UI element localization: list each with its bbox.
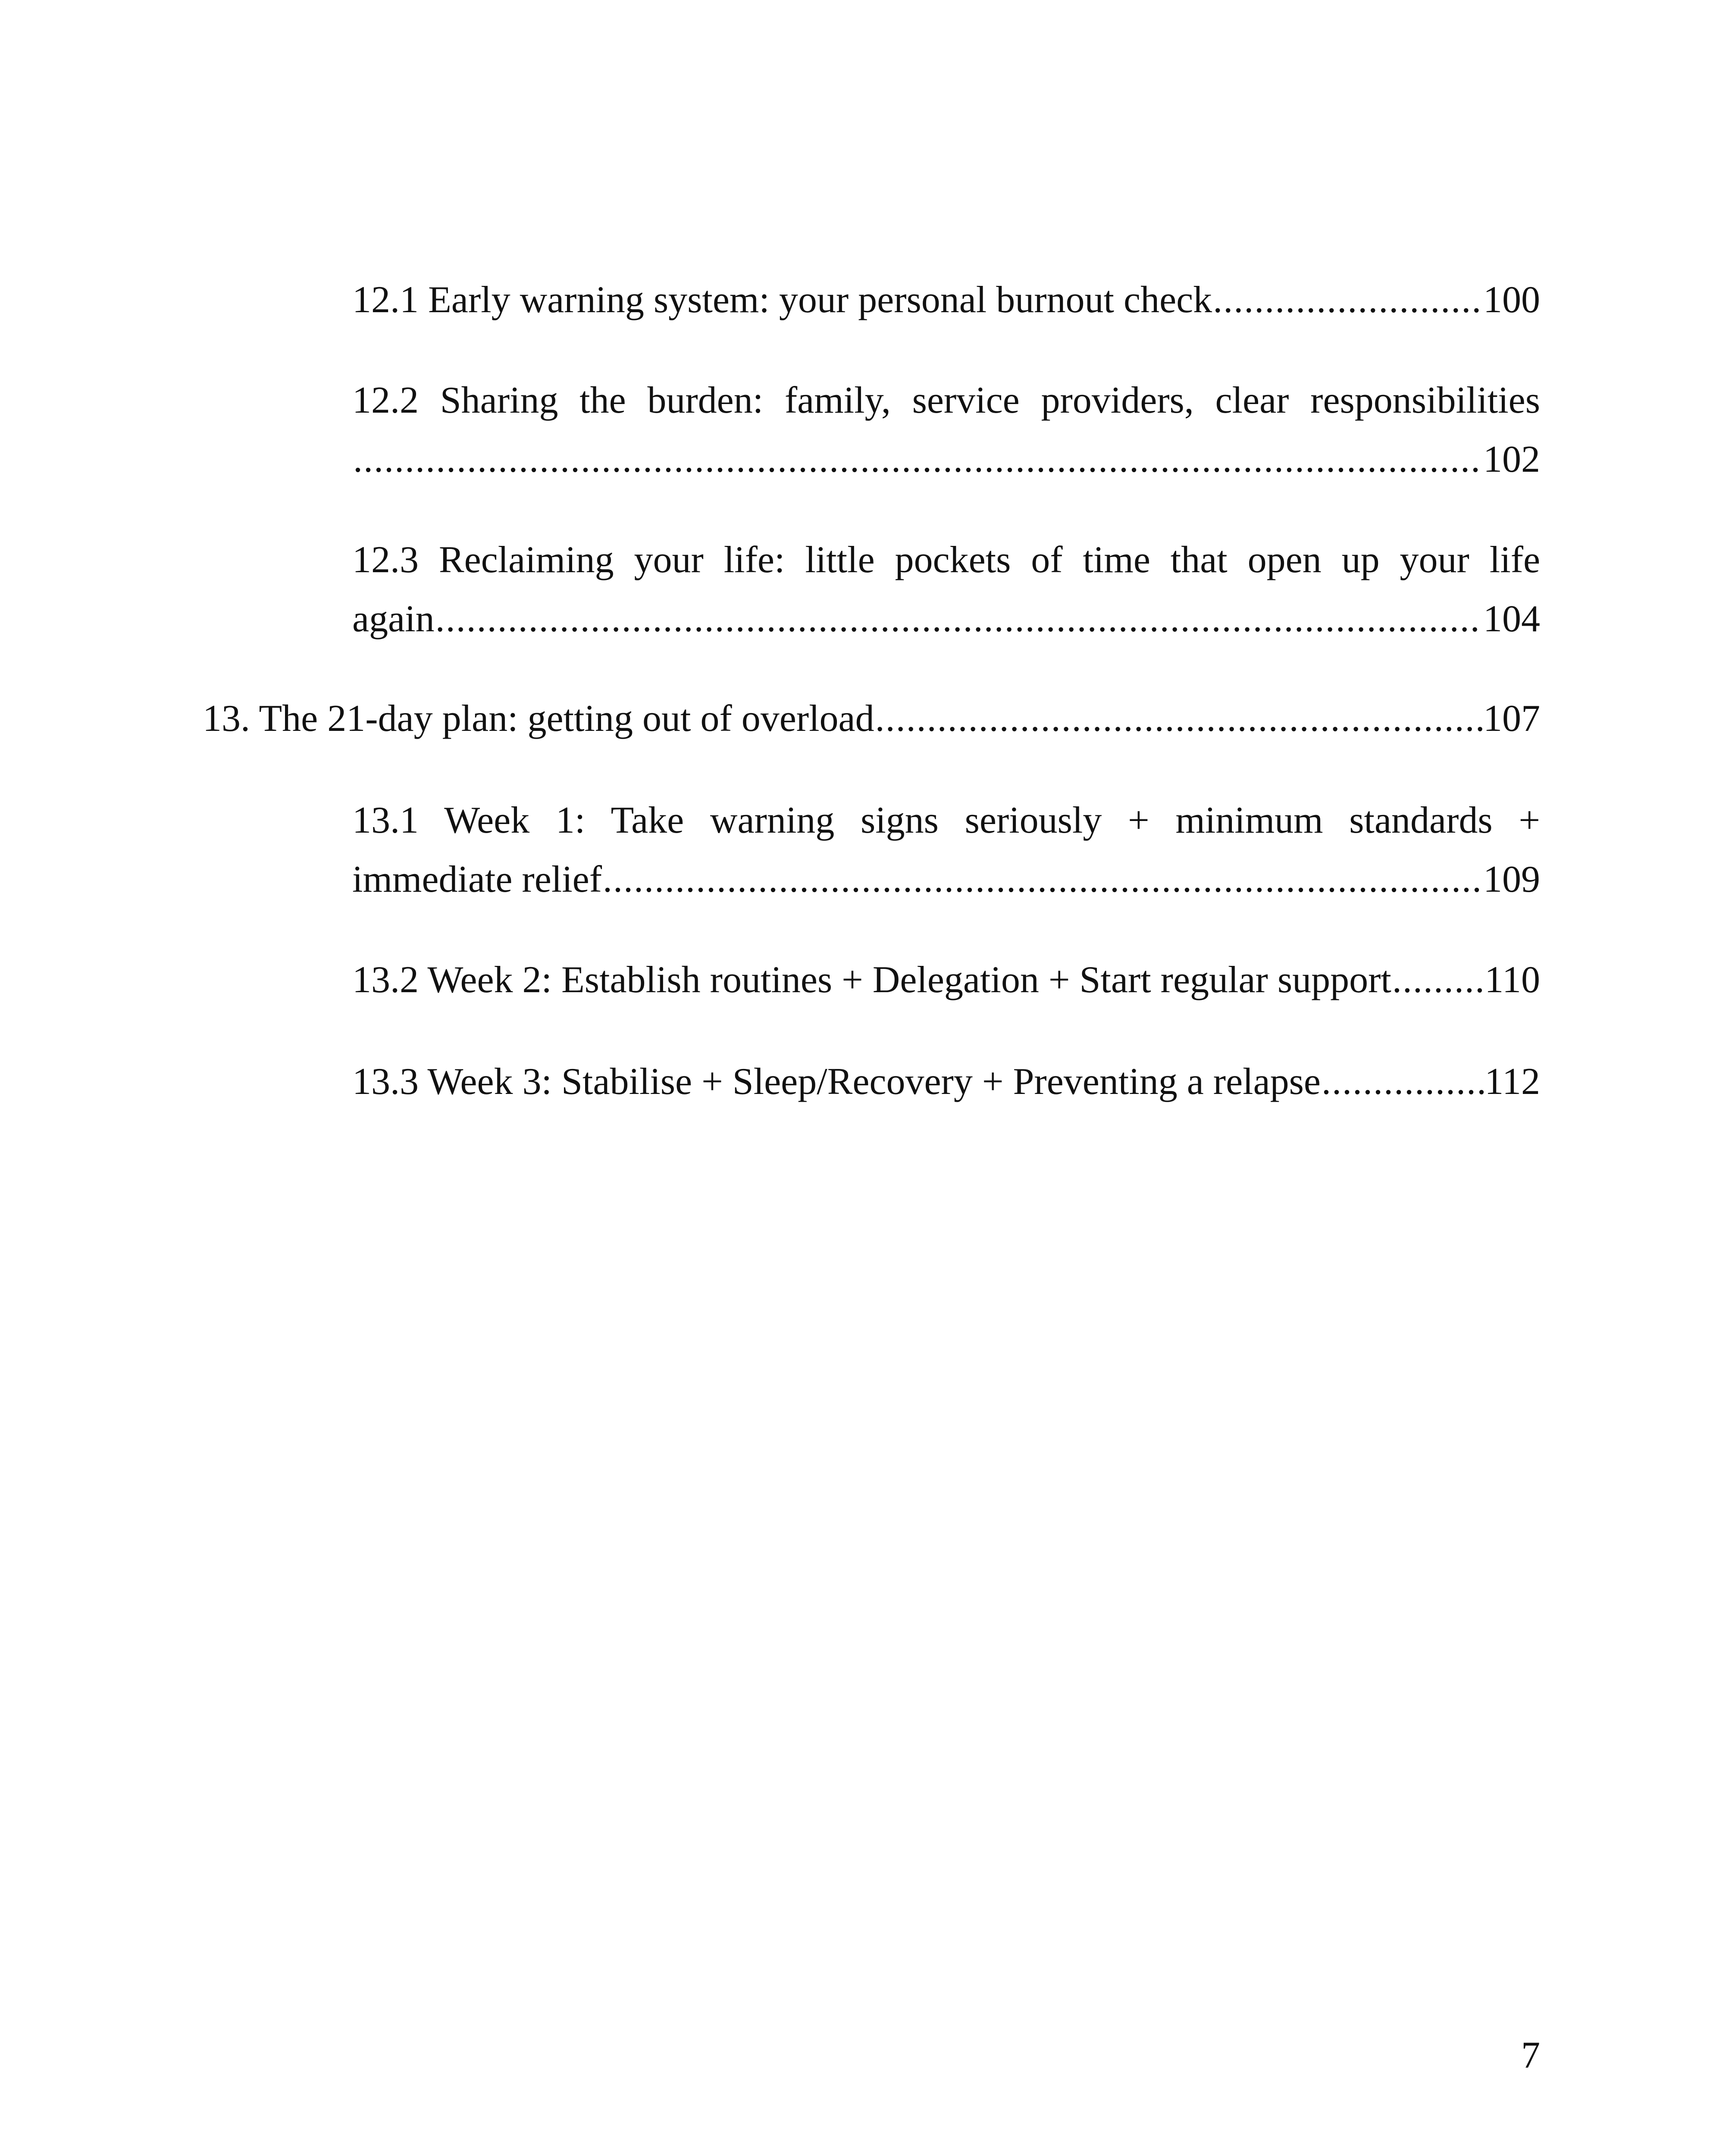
toc-entry-page: 102 xyxy=(1483,439,1540,480)
toc-entry-title: 13.3 Week 3: Stabilise + Sleep/Recovery + Preventing a relapse xyxy=(352,1061,1321,1103)
toc-entry-title: 13.1 Week 1: Take warning signs seriously + minimum standards + xyxy=(352,799,1540,841)
toc-entry-page: 104 xyxy=(1483,598,1540,640)
toc-entry-page: 112 xyxy=(1485,1061,1540,1103)
toc-entry-title: 12.2 Sharing the burden: family, service providers, clear responsibilities xyxy=(352,379,1540,421)
toc-entry-12-3[interactable] xyxy=(352,530,1540,649)
dot-leader xyxy=(875,689,1482,748)
toc-entry-13[interactable] xyxy=(203,689,1540,748)
toc-entry-13-1[interactable] xyxy=(352,791,1540,909)
toc-entry-title-continued: again xyxy=(352,598,435,640)
dot-leader xyxy=(1322,1052,1484,1111)
toc-entry-page: 100 xyxy=(1483,279,1540,321)
page-number: 7 xyxy=(1521,2034,1540,2076)
dot-leader xyxy=(353,430,1482,489)
toc-entry-page: 107 xyxy=(1483,698,1540,740)
toc-entry-title: 13. The 21-day plan: getting out of overload xyxy=(203,698,874,740)
dot-leader xyxy=(1213,270,1482,329)
toc-entry-13-2[interactable] xyxy=(352,950,1540,1009)
toc-entry-title: 12.3 Reclaiming your life: little pockets of time that open up your life xyxy=(352,539,1540,581)
toc-entry-title-continued: immediate relief xyxy=(352,859,602,900)
toc-entry-12-2[interactable] xyxy=(352,371,1540,489)
toc-entry-page: 109 xyxy=(1483,859,1540,900)
toc-entry-12-1[interactable] xyxy=(352,270,1540,329)
dot-leader xyxy=(1392,950,1484,1009)
dot-leader xyxy=(435,589,1482,649)
toc-entry-title: 13.2 Week 2: Establish routines + Delegation + Start regular support xyxy=(352,959,1391,1001)
toc-entry-page: 110 xyxy=(1485,959,1540,1001)
dot-leader xyxy=(603,850,1482,909)
toc-entry-13-3[interactable] xyxy=(352,1052,1540,1111)
toc-entry-title: 12.1 Early warning system: your personal burnout check xyxy=(352,279,1212,321)
